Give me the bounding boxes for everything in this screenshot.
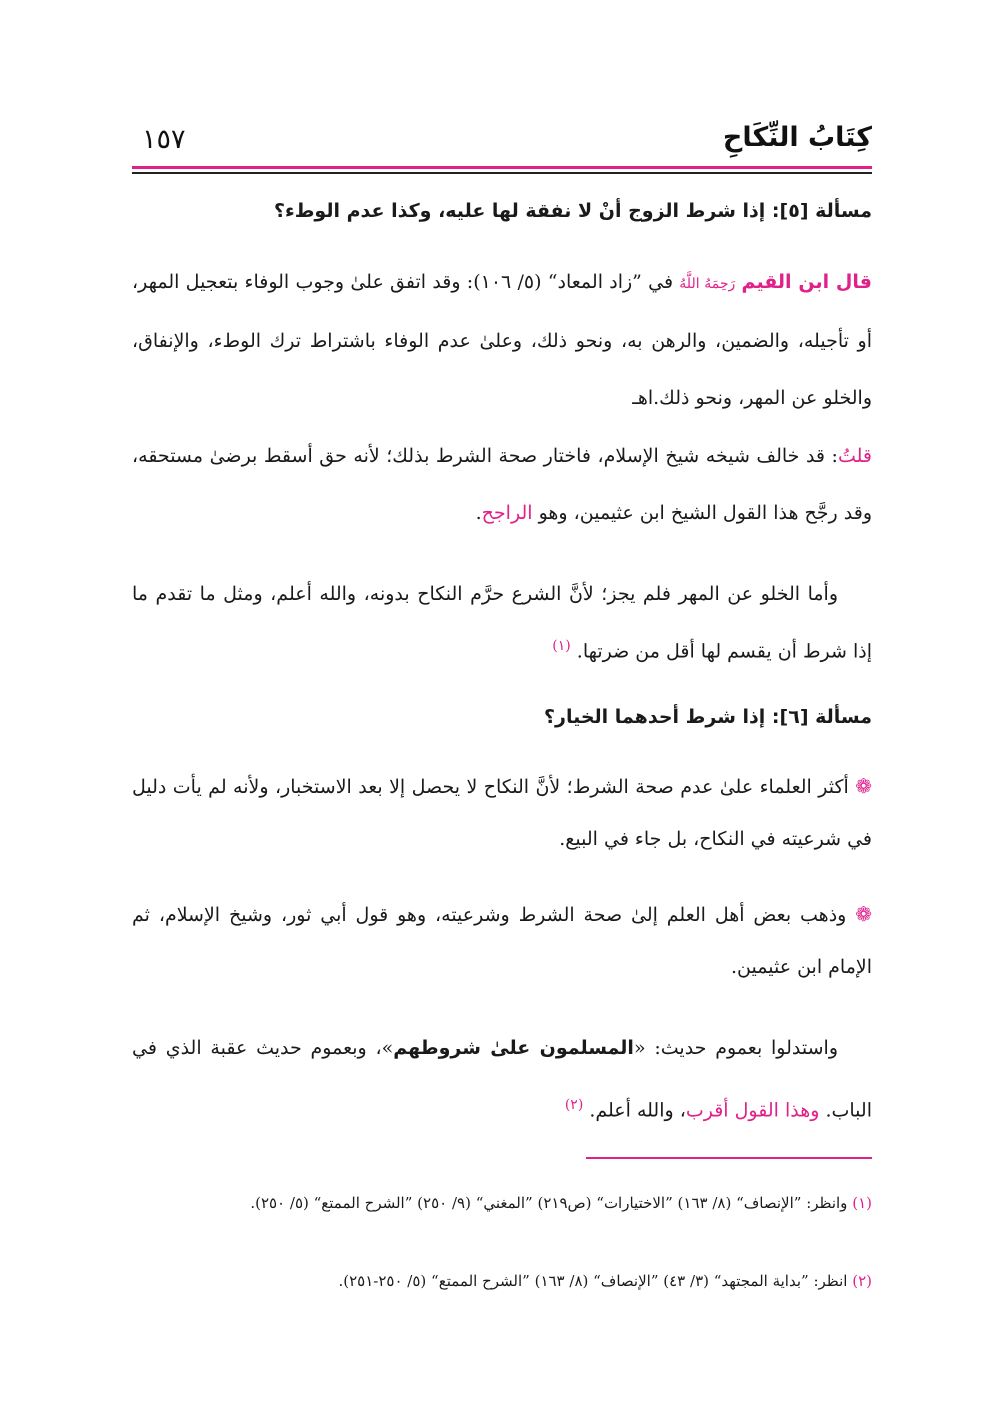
flower-ornament-icon: ❁ [855, 774, 872, 798]
footnote-2-number: (٢) [852, 1272, 872, 1290]
mahr-text: وأما الخلو عن المهر فلم يجز؛ لأنَّ الشرع حرَّم النكاح بدونه، والله أعلم، ومثل ما تقدم ما إذا شرط أن يقسم لها أقل من ضرتها. [132, 583, 872, 663]
header-rule-pink [132, 166, 872, 169]
ibn-qayyim-text: في ”زاد المعاد“ (٥/ ١٠٦): وقد اتفق علىٰ وجوب الوفاء بتعجيل المهر، أو تأجيله، والضمين، والرهن به، ونحو ذلك، وعلىٰ عدم الوفاء باشتراط ترك الوطء، والإنفاق، والخلو عن المهر، ونحو ذلك.اهـ [132, 271, 872, 409]
mahr-paragraph [132, 568, 872, 677]
opinion-bullet-2 [132, 888, 872, 993]
page-number: ١٥٧ [142, 124, 186, 155]
page-header [132, 118, 872, 162]
honorific: رَحِمَهُ اللَّهُ [679, 276, 736, 292]
qultu-label: قلتُ [837, 445, 872, 467]
footnote-ref-1[interactable]: (١) [552, 638, 571, 654]
footnote-2 [132, 1266, 872, 1296]
opinion-1-text: أكثر العلماء علىٰ عدم صحة الشرط؛ لأنَّ النكاح لا يحصل إلا بعد الاستخبار، ولأنه لم يأت دليل في شرعيته في النكاح، بل جاء في البيع. [132, 776, 872, 850]
header-rule-dark [132, 172, 872, 174]
book-page [132, 0, 872, 1418]
footnote-2-text: انظر: ”بداية المجتهد“ (٣/ ٤٣) ”الإنصاف“ (٨/ ١٦٣) ”الشرح الممتع“ (٥/ ٢٥٠-٢٥١). [338, 1272, 848, 1290]
question-5-text: إذا شرط الزوج أنْ لا نفقة لها عليه، وكذا عدم الوطء؟ [273, 200, 766, 222]
scholar-name: قال ابن القيم [741, 271, 872, 293]
qultu-text: : قد خالف شيخه شيخ الإسلام، فاختار صحة الشرط بذلك؛ لأنه حق أسقط برضىٰ مستحقه، وقد رجَّح هذا القول الشيخ ابن عثيمين، وهو [132, 445, 872, 524]
question-6-label: مسألة [٦]: [771, 706, 872, 728]
footnote-1-number: (١) [852, 1194, 872, 1212]
question-5-heading [132, 196, 872, 226]
opinion-bullet-1 [132, 760, 872, 865]
evidence-before: واستدلوا بعموم حديث: « [633, 1037, 838, 1059]
footnote-1 [132, 1188, 872, 1218]
footnote-1-text: وانظر: ”الإنصاف“ (٨/ ١٦٣) ”الاختيارات“ (ص٢١٩) ”المغني“ (٩/ ٢٥٠) ”الشرح الممتع“ (٥/ ٢٥٠). [250, 1194, 848, 1212]
question-6-heading [132, 702, 872, 732]
opinion-2-text: وذهب بعض أهل العلم إلىٰ صحة الشرط وشرعيته، وهو قول أبي ثور، وشيخ الإسلام، ثم الإمام ابن عثيمين. [132, 904, 872, 978]
question-5-label: مسألة [٥]: [771, 200, 872, 222]
footnote-separator [586, 1157, 872, 1159]
evidence-after: »، وبعموم حديث عقبة الذي في الباب. [132, 1037, 872, 1122]
hadith-text: المسلمون علىٰ شروطهم [393, 1037, 634, 1059]
qultu-end: . [475, 502, 482, 524]
chapter-title: كِتَابُ النِّكَاحِ [722, 122, 872, 153]
rajih-label: الراجح [481, 502, 533, 524]
preferred-opinion: وهذا القول أقرب [685, 1099, 820, 1122]
evidence-end: ، والله أعلم. [589, 1099, 686, 1122]
footnote-ref-2[interactable]: (٢) [564, 1097, 584, 1113]
flower-ornament-icon: ❁ [855, 902, 872, 926]
qultu-paragraph [132, 428, 872, 542]
ibn-qayyim-paragraph [132, 254, 872, 427]
evidence-paragraph [132, 1020, 872, 1139]
question-6-text: إذا شرط أحدهما الخيار؟ [544, 706, 766, 728]
